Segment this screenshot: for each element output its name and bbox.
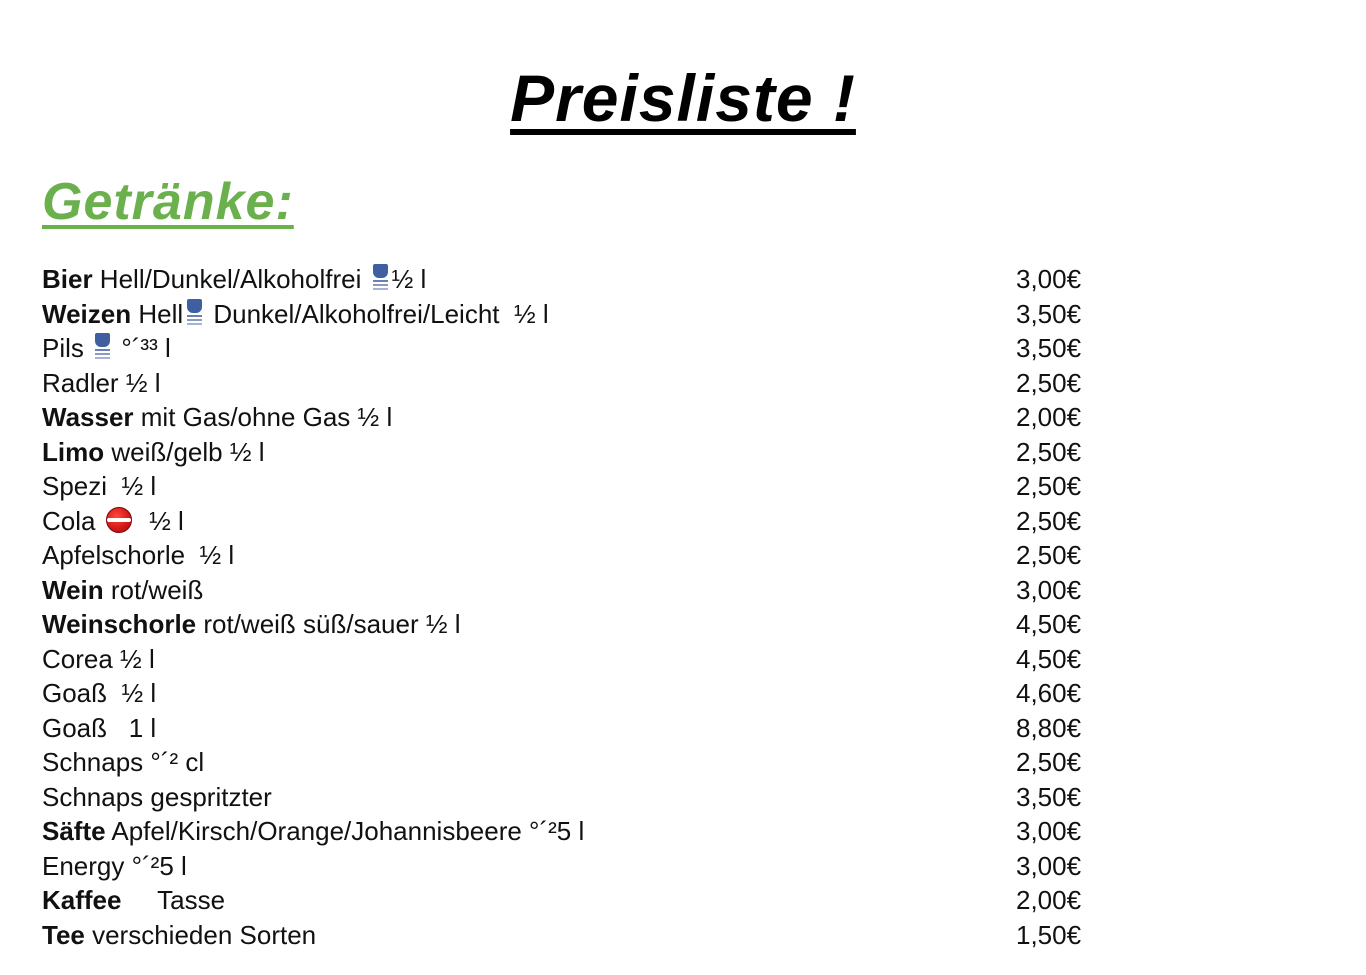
price-list-item — [42, 814, 1092, 849]
item-name: Säfte — [42, 816, 106, 846]
item-price: 4,60€ — [1016, 678, 1082, 708]
item-price: 2,00€ — [1016, 885, 1082, 915]
item-label — [42, 402, 392, 432]
item-description-suffix: ½ l — [134, 505, 184, 536]
item-description: verschieden Sorten — [84, 919, 317, 950]
price-list-item — [42, 745, 1092, 780]
price-list-item — [42, 469, 1092, 504]
page-title-text: Preisliste ! — [510, 61, 856, 135]
brewery-logo-icon — [186, 299, 203, 327]
price-list-item — [42, 366, 1092, 401]
item-label — [42, 644, 155, 674]
page-title — [0, 60, 1366, 136]
item-label — [42, 713, 156, 743]
price-list-item — [42, 504, 1092, 539]
item-description: Goaß ½ l — [42, 678, 157, 708]
item-price: 3,00€ — [1016, 850, 1082, 881]
item-name: Weizen — [42, 298, 132, 329]
item-description: Goaß 1 l — [42, 712, 157, 743]
item-label — [42, 471, 156, 501]
price-list-item — [42, 780, 1092, 815]
item-description: Apfel/Kirsch/Orange/Johannisbeere °´²5 l — [105, 816, 585, 846]
price-list-item — [42, 849, 1092, 884]
price-list-item — [42, 538, 1092, 573]
brewery-logo-icon — [94, 333, 111, 361]
price-list-item — [42, 642, 1092, 677]
item-price: 3,00€ — [1016, 816, 1082, 846]
item-name: Kaffee — [42, 885, 122, 915]
item-description: Apfelschorle ½ l — [42, 540, 235, 570]
item-name: Limo — [42, 436, 105, 467]
item-description: rot/weiß — [103, 574, 204, 605]
item-description: weiß/gelb ½ l — [104, 436, 265, 467]
item-price: 2,50€ — [1016, 436, 1082, 467]
item-price: 2,00€ — [1016, 402, 1082, 432]
item-label — [42, 609, 461, 639]
item-price: 2,50€ — [1016, 540, 1082, 570]
item-label — [42, 299, 549, 329]
price-list-item — [42, 711, 1092, 746]
price-list-item — [42, 573, 1092, 608]
item-label — [42, 885, 225, 915]
item-description: Schnaps gespritzter — [42, 781, 272, 812]
item-name: Wasser — [42, 402, 134, 432]
price-list-item — [42, 607, 1092, 642]
item-label — [42, 782, 272, 812]
item-description: Schnaps °´² cl — [42, 747, 205, 777]
item-label — [42, 333, 171, 363]
price-list — [42, 262, 1092, 952]
item-price: 3,50€ — [1016, 333, 1082, 363]
item-description: Corea ½ l — [42, 643, 155, 674]
item-name: Tee — [42, 919, 85, 950]
item-description-suffix: Dunkel/Alkoholfrei/Leicht ½ l — [206, 298, 549, 329]
item-description: Energy °´²5 l — [42, 850, 187, 881]
item-description-suffix: °´³³ l — [114, 333, 171, 363]
item-description: Spezi ½ l — [42, 471, 157, 501]
price-list-item — [42, 331, 1092, 366]
item-description: Hell/Dunkel/Alkoholfrei — [92, 264, 369, 294]
price-list-item — [42, 400, 1092, 435]
item-price: 8,80€ — [1016, 712, 1082, 743]
item-description: Hell — [131, 298, 184, 329]
price-list-item — [42, 883, 1092, 918]
price-list-item — [42, 676, 1092, 711]
section-heading-drinks: Getränke: — [42, 173, 294, 231]
item-price: 2,50€ — [1016, 471, 1082, 501]
item-label — [42, 368, 161, 398]
item-price: 3,00€ — [1016, 264, 1082, 294]
item-label — [42, 920, 316, 950]
item-price: 3,00€ — [1016, 574, 1082, 605]
item-label — [42, 575, 203, 605]
item-description: Tasse — [121, 885, 226, 915]
item-description: Radler ½ l — [42, 367, 161, 398]
item-name: Wein — [42, 574, 104, 605]
item-label — [42, 747, 204, 777]
price-list-item — [42, 297, 1092, 332]
item-price: 1,50€ — [1016, 919, 1082, 950]
price-list-item — [42, 918, 1092, 953]
item-price: 2,50€ — [1016, 367, 1082, 398]
item-label — [42, 816, 584, 846]
item-price: 3,50€ — [1016, 781, 1082, 812]
item-name: Bier — [42, 264, 93, 294]
item-name: Weinschorle — [42, 609, 197, 639]
item-description: Pils — [42, 333, 92, 363]
item-price: 4,50€ — [1016, 643, 1082, 674]
item-label — [42, 437, 265, 467]
item-description: mit Gas/ohne Gas ½ l — [133, 402, 393, 432]
coca-cola-logo-icon — [106, 507, 132, 533]
item-description-suffix: ½ l — [391, 264, 427, 294]
item-label — [42, 851, 187, 881]
item-description: Cola — [42, 505, 103, 536]
price-list-item — [42, 262, 1092, 297]
item-label — [42, 264, 426, 294]
item-price: 2,50€ — [1016, 505, 1082, 536]
item-label — [42, 506, 184, 536]
item-price: 3,50€ — [1016, 298, 1082, 329]
item-price: 4,50€ — [1016, 609, 1082, 639]
item-label — [42, 678, 156, 708]
item-description: rot/weiß süß/sauer ½ l — [196, 609, 461, 639]
brewery-logo-icon — [372, 264, 389, 292]
item-price: 2,50€ — [1016, 747, 1082, 777]
price-list-item — [42, 435, 1092, 470]
item-label — [42, 540, 234, 570]
